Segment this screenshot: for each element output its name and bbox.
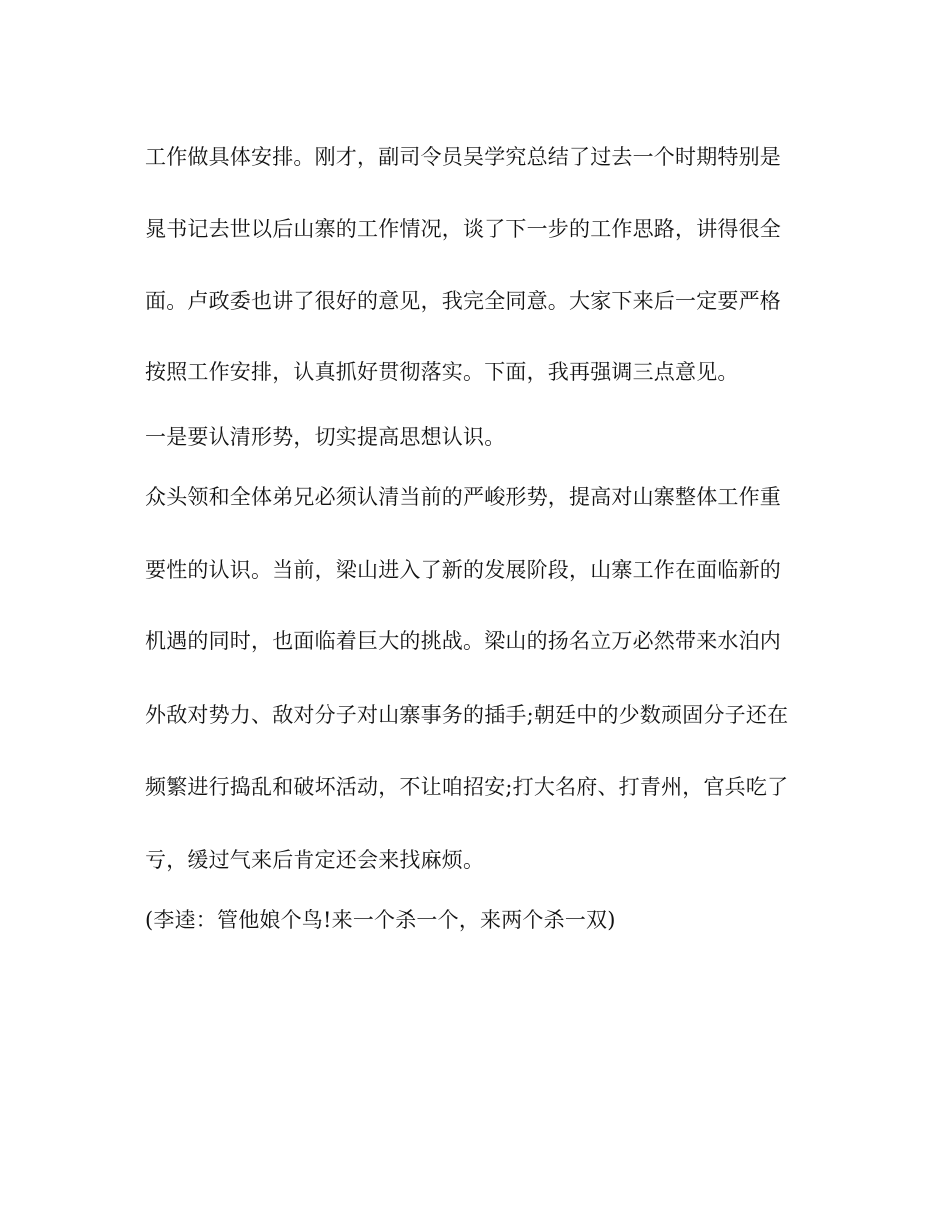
paragraph-line: 亏，缓过气来后肯定还会来找麻烦。 — [145, 848, 485, 872]
paragraph-line: 要性的认识。当前，梁山进入了新的发展阶段，山寨工作在面临新的 — [145, 558, 781, 582]
quote-line: (李逵：管他娘个鸟!来一个杀一个，来两个杀一双) — [145, 908, 616, 932]
paragraph-line: 众头领和全体弟兄必须认清当前的严峻形势，提高对山寨整体工作重 — [145, 485, 781, 509]
paragraph-line: 频繁进行捣乱和破坏活动，不让咱招安;打大名府、打青州，官兵吃了 — [145, 775, 789, 799]
paragraph-line: 机遇的同时，也面临着巨大的挑战。梁山的扬名立万必然带来水泊内 — [145, 629, 781, 653]
paragraph-line: 外敌对势力、敌对分子对山寨事务的插手;朝廷中的少数顽固分子还在 — [145, 703, 789, 727]
paragraph-line: 面。卢政委也讲了很好的意见，我完全同意。大家下来后一定要严格 — [145, 289, 781, 313]
section-heading: 一是要认清形势，切实提高思想认识。 — [145, 425, 506, 449]
paragraph-line: 工作做具体安排。刚才，副司令员吴学究总结了过去一个时期特别是 — [145, 145, 781, 169]
paragraph-line: 按照工作安排，认真抓好贯彻落实。下面，我再强调三点意见。 — [145, 360, 739, 384]
paragraph-line: 晁书记去世以后山寨的工作情况，谈了下一步的工作思路，讲得很全 — [145, 217, 781, 241]
